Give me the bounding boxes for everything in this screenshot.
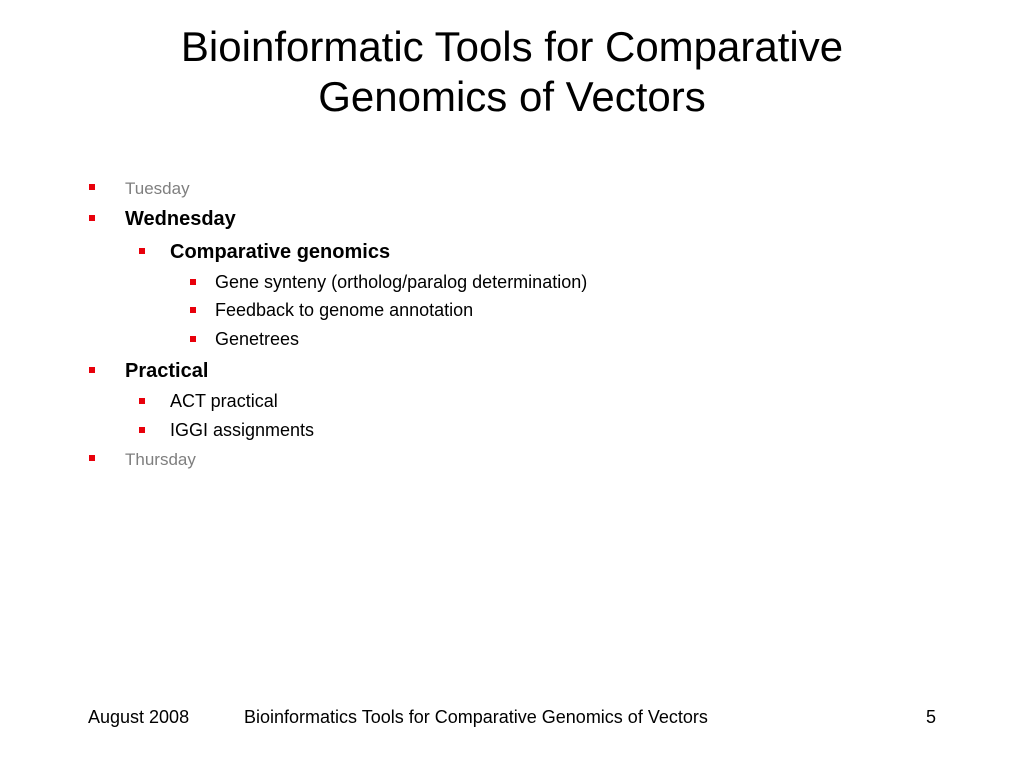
- bullet-square-icon: [89, 367, 95, 373]
- bullet-square-icon: [139, 248, 145, 254]
- bullet-square-icon: [89, 184, 95, 190]
- bullet-square-icon: [89, 455, 95, 461]
- bullet-square-icon: [139, 427, 145, 433]
- slide-title: [80, 22, 944, 122]
- slide-title-line-1: Bioinformatic Tools for Comparative: [180, 23, 844, 70]
- page-number: 5: [926, 707, 937, 727]
- footer-date: August 2008: [88, 707, 190, 727]
- list-item-comparative-genomics: Comparative genomics: [170, 241, 391, 263]
- list-item-iggi-assignments: IGGI assignments: [170, 420, 315, 440]
- list-item-genetrees: Genetrees: [215, 329, 300, 349]
- list-item-wednesday: Wednesday: [125, 208, 236, 230]
- list-item-gene-synteny: Gene synteny (ortholog/paralog determination): [215, 272, 588, 292]
- bullet-square-icon: [190, 307, 196, 313]
- bullet-square-icon: [89, 215, 95, 221]
- list-item-thursday: Thursday: [125, 450, 196, 469]
- bullet-square-icon: [139, 398, 145, 404]
- footer-title: Bioinformatics Tools for Comparative Genomics of Vectors: [244, 707, 708, 727]
- bullet-square-icon: [190, 279, 196, 285]
- slide-title-line-2: Genomics of Vectors: [318, 73, 706, 120]
- list-item-act-practical: ACT practical: [170, 391, 278, 411]
- list-item-feedback: Feedback to genome annotation: [215, 300, 474, 320]
- list-item-practical: Practical: [125, 360, 209, 382]
- list-item-tuesday: Tuesday: [125, 179, 190, 198]
- bullet-square-icon: [190, 336, 196, 342]
